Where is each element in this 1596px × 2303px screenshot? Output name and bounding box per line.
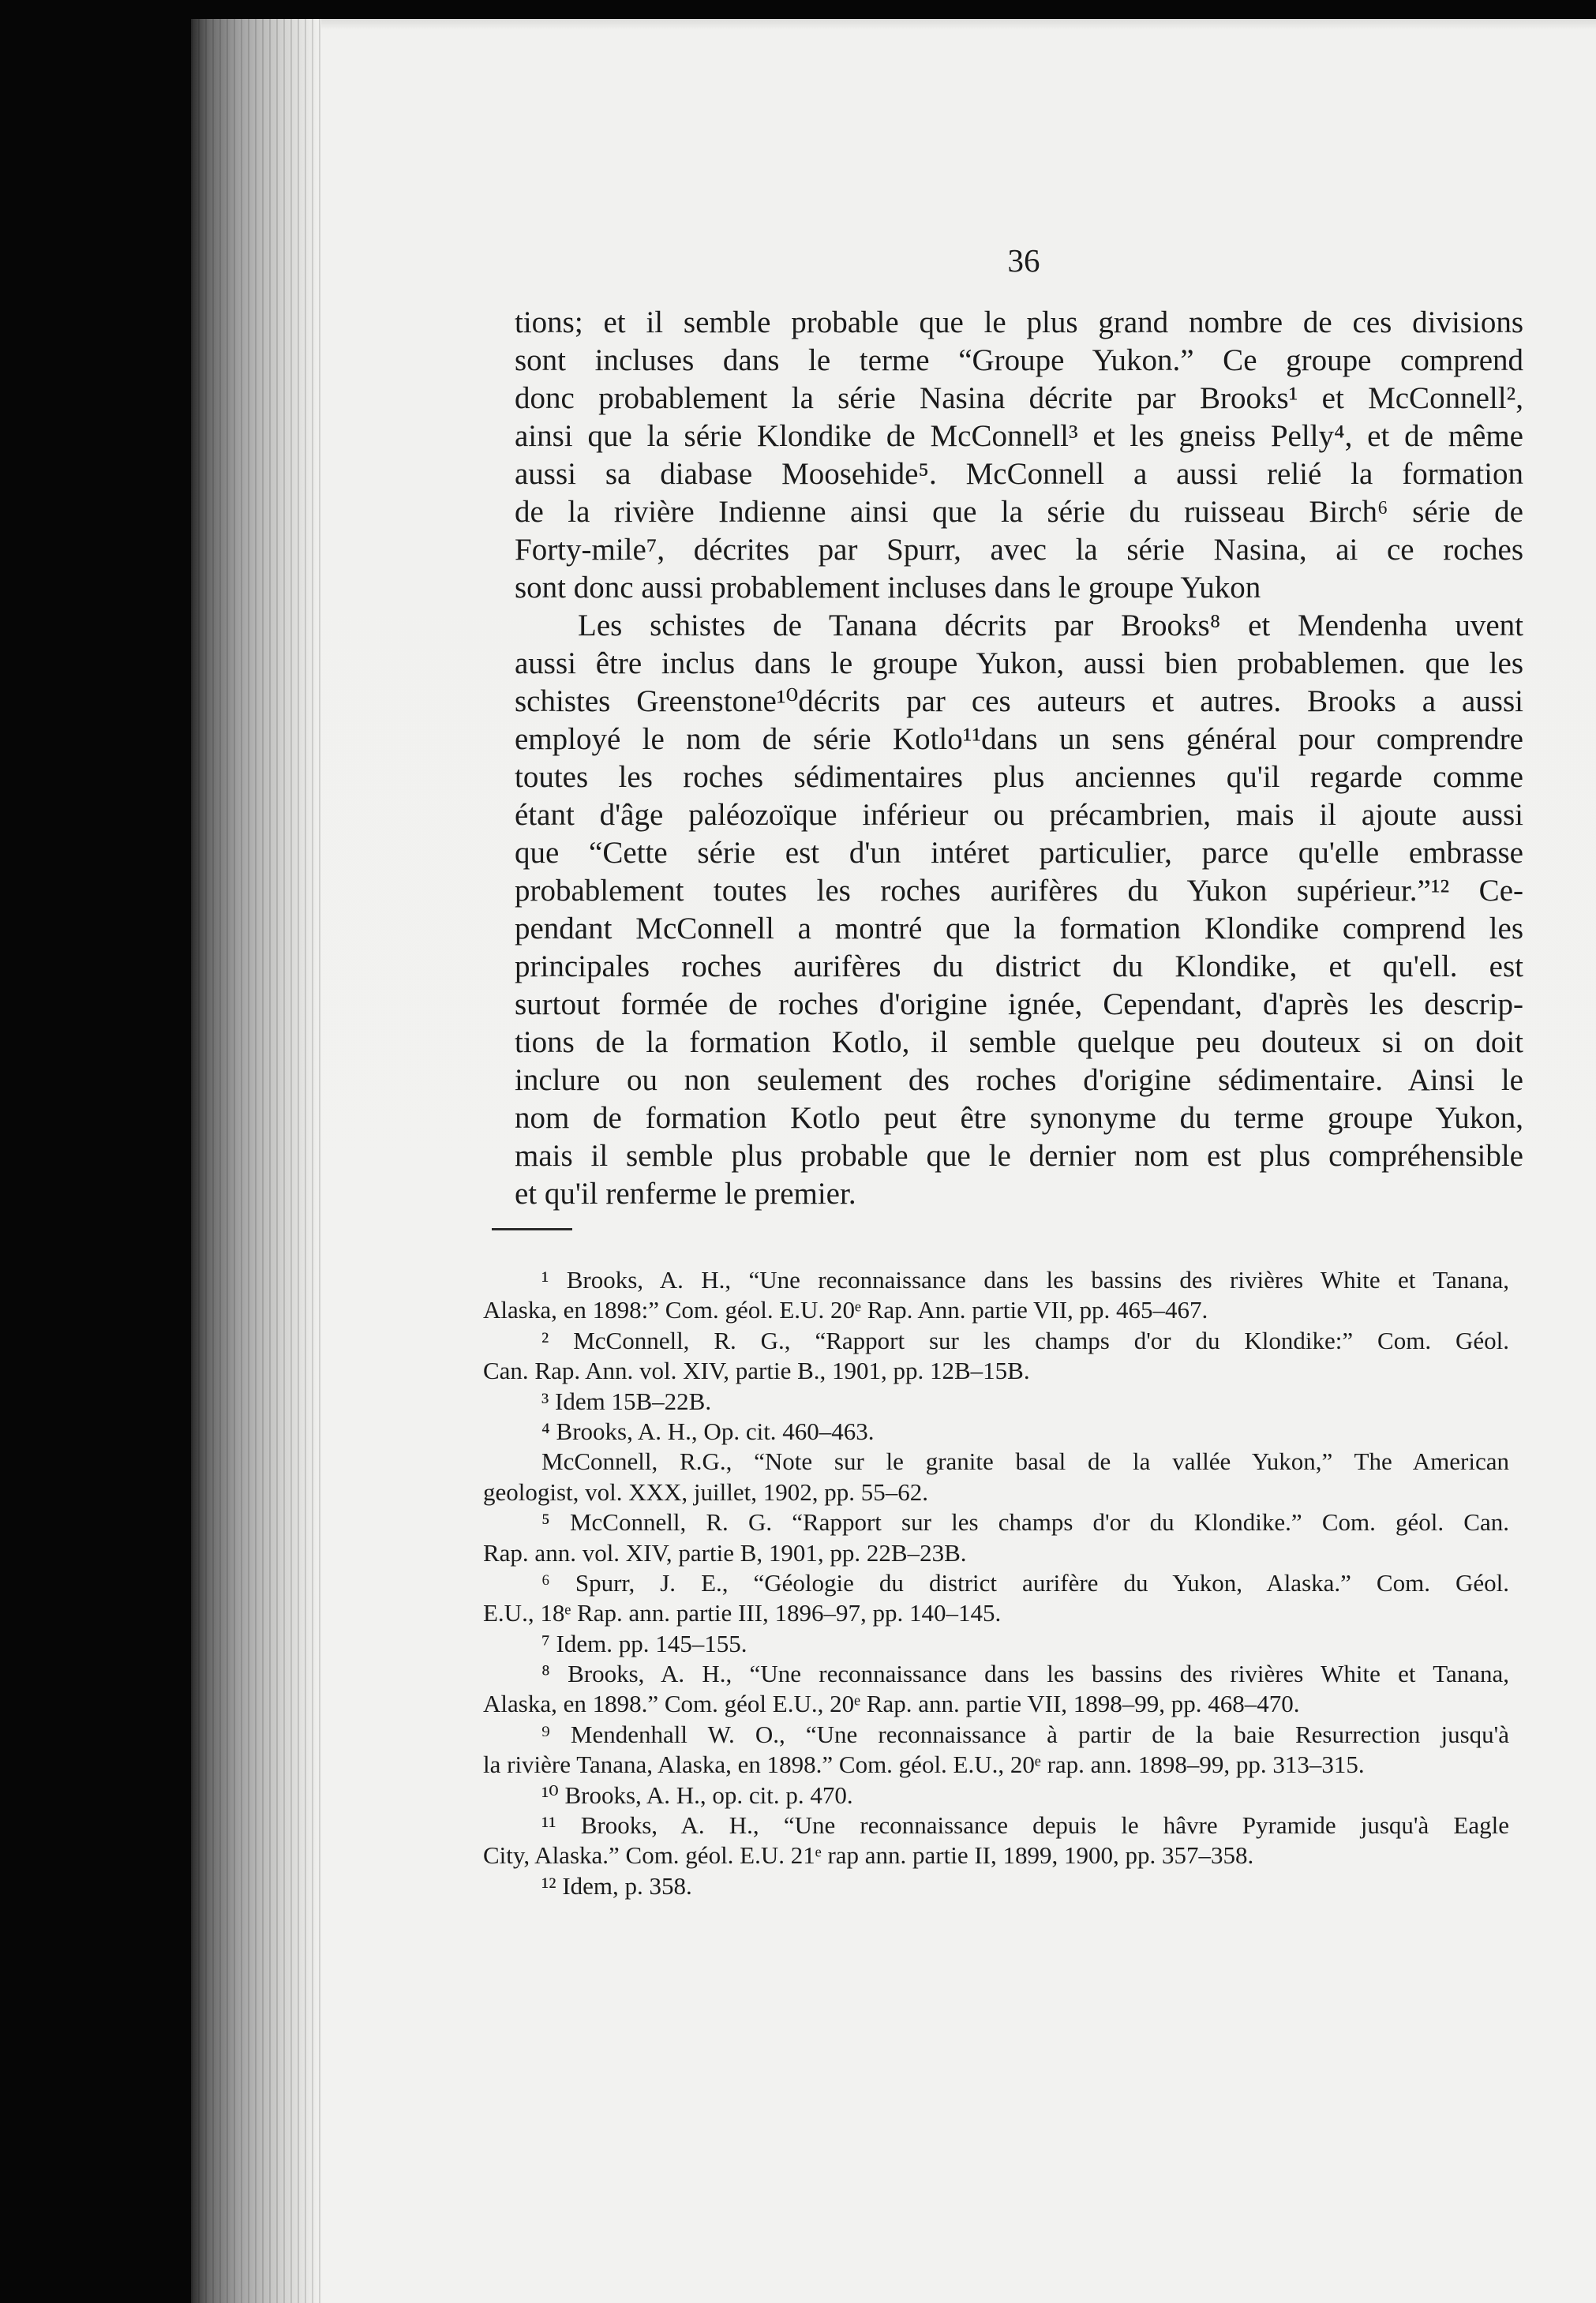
footnote-line: geologist, vol. XXX, juillet, 1902, pp. 55–62. bbox=[483, 1477, 929, 1506]
footnote bbox=[483, 1811, 1509, 1871]
footnote-line: Alaska, en 1898:” Com. géol. E.U. 20ᵉ Rap. Ann. partie VII, pp. 465–467. bbox=[483, 1296, 1208, 1324]
footnote bbox=[483, 1659, 1509, 1720]
footnote bbox=[483, 1447, 1509, 1507]
text-line: et qu'il renferme le premier. bbox=[515, 1177, 856, 1211]
footnote-line: la rivière Tanana, Alaska, en 1898.” Com. géol. E.U., 20ᵉ rap. ann. 1898–99, pp. 313–315. bbox=[483, 1751, 1365, 1779]
text-line: donc probablement la série Nasina décrite par Brooks¹ et McConnell², bbox=[515, 381, 1523, 415]
footnote-line: ¹⁰ Brooks, A. H., op. cit. p. 470. bbox=[541, 1781, 853, 1809]
footnote bbox=[483, 1326, 1509, 1387]
text-line: surtout formée de roches d'origine ignée, Cependant, d'après les descrip- bbox=[515, 987, 1523, 1021]
text-line: toutes les roches sédimentaires plus anciennes qu'il regarde comme bbox=[515, 760, 1523, 794]
text-line: aussi être inclus dans le groupe Yukon, aussi bien probablemen. que les bbox=[515, 646, 1523, 680]
text-line: employé le nom de série Kotlo¹¹dans un sens général pour comprendre bbox=[515, 722, 1523, 756]
footnote-line: Rap. ann. vol. XIV, partie B, 1901, pp. 22B–23B. bbox=[483, 1538, 967, 1567]
footnote-line: McConnell, R.G., “Note sur le granite basal de la vallée Yukon,” The American bbox=[541, 1447, 1509, 1476]
text-line: Forty-mile⁷, décrites par Spurr, avec la série Nasina, ai ce roches bbox=[515, 533, 1523, 567]
footnote-line: ¹¹ Brooks, A. H., “Une reconnaissance depuis le hâvre Pyramide jusqu'à Eagle bbox=[541, 1811, 1509, 1840]
footnote bbox=[483, 1568, 1509, 1629]
paragraph bbox=[515, 607, 1523, 1213]
footnote-line: ⁷ Idem. pp. 145–155. bbox=[541, 1629, 747, 1657]
text-line: Les schistes de Tanana décrits par Brooks⁸ et Mendenha uvent bbox=[578, 609, 1523, 642]
footnotes bbox=[483, 1265, 1509, 1901]
footnote bbox=[483, 1387, 1509, 1417]
footnote bbox=[483, 1629, 1509, 1659]
text-line: étant d'âge paléozoïque inférieur ou précambrien, mais il ajoute aussi bbox=[515, 798, 1523, 832]
text-line: sont donc aussi probablement incluses dans le groupe Yukon bbox=[515, 571, 1261, 605]
footnote-line: Can. Rap. Ann. vol. XIV, partie B., 1901, pp. 12B–15B. bbox=[483, 1357, 1030, 1385]
footnote-line: ⁶ Spurr, J. E., “Géologie du district aurifère du Yukon, Alaska.” Com. Géol. bbox=[541, 1568, 1509, 1597]
footnote-rule bbox=[492, 1228, 572, 1230]
text-line: que “Cette série est d'un intéret particulier, parce qu'elle embrasse bbox=[515, 836, 1523, 870]
text-line: sont incluses dans le terme “Groupe Yukon.” Ce groupe comprend bbox=[515, 343, 1523, 377]
text-line: tions; et il semble probable que le plus grand nombre de ces divisions bbox=[515, 305, 1523, 339]
footnote bbox=[483, 1417, 1509, 1447]
text-line: inclure ou non seulement des roches d'origine sédimentaire. Ainsi le bbox=[515, 1063, 1523, 1097]
text-line: probablement toutes les roches aurifères du Yukon supérieur.”¹² Ce- bbox=[515, 874, 1523, 908]
text-line: aussi sa diabase Moosehide⁵. McConnell a aussi relié la formation bbox=[515, 457, 1523, 491]
page-stack-edge bbox=[191, 19, 321, 2303]
text-line: nom de formation Kotlo peut être synonyme du terme groupe Yukon, bbox=[515, 1101, 1523, 1135]
page-number: 36 bbox=[1007, 242, 1040, 279]
body-text bbox=[515, 304, 1523, 1213]
footnote-line: ¹² Idem, p. 358. bbox=[541, 1871, 692, 1900]
text-line: de la rivière Indienne ainsi que la série du ruisseau Birch⁶ série de bbox=[515, 495, 1523, 529]
text-line: ainsi que la série Klondike de McConnell³ et les gneiss Pelly⁴, et de même bbox=[515, 419, 1523, 453]
footnote-line: ⁹ Mendenhall W. O., “Une reconnaissance à partir de la baie Resurrection jusqu'à bbox=[541, 1720, 1509, 1748]
paragraph bbox=[515, 304, 1523, 607]
text-line: principales roches aurifères du district du Klondike, et qu'ell. est bbox=[515, 949, 1523, 983]
footnote-line: ⁵ McConnell, R. G. “Rapport sur les champs d'or du Klondike.” Com. géol. Can. bbox=[541, 1508, 1509, 1537]
footnote-line: City, Alaska.” Com. géol. E.U. 21ᵉ rap ann. partie II, 1899, 1900, pp. 357–358. bbox=[483, 1841, 1254, 1870]
text-line: tions de la formation Kotlo, il semble quelque peu douteux si on doit bbox=[515, 1025, 1523, 1059]
footnote-line: ³ Idem 15B–22B. bbox=[541, 1387, 712, 1415]
footnote bbox=[483, 1507, 1509, 1568]
footnote-line: E.U., 18ᵉ Rap. ann. partie III, 1896–97, pp. 140–145. bbox=[483, 1599, 1002, 1627]
footnote-line: ⁸ Brooks, A. H., “Une reconnaissance dans les bassins des rivières White et Tanana, bbox=[541, 1660, 1509, 1688]
footnote bbox=[483, 1720, 1509, 1781]
footnote bbox=[483, 1265, 1509, 1326]
footnote-line: ⁴ Brooks, A. H., Op. cit. 460–463. bbox=[541, 1417, 875, 1445]
footnote bbox=[483, 1781, 1509, 1811]
footnote-line: ¹ Brooks, A. H., “Une reconnaissance dans les bassins des rivières White et Tanana, bbox=[541, 1266, 1509, 1294]
text-line: schistes Greenstone¹⁰décrits par ces auteurs et autres. Brooks a aussi bbox=[515, 684, 1523, 718]
footnote-line: ² McConnell, R. G., “Rapport sur les champs d'or du Klondike:” Com. Géol. bbox=[541, 1326, 1509, 1354]
text-line: pendant McConnell a montré que la formation Klondike comprend les bbox=[515, 912, 1523, 946]
footnote-line: Alaska, en 1898.” Com. géol E.U., 20ᵉ Rap. ann. partie VII, 1898–99, pp. 468–470. bbox=[483, 1690, 1300, 1718]
footnote bbox=[483, 1871, 1509, 1901]
text-line: mais il semble plus probable que le dernier nom est plus compréhensible bbox=[515, 1139, 1523, 1173]
